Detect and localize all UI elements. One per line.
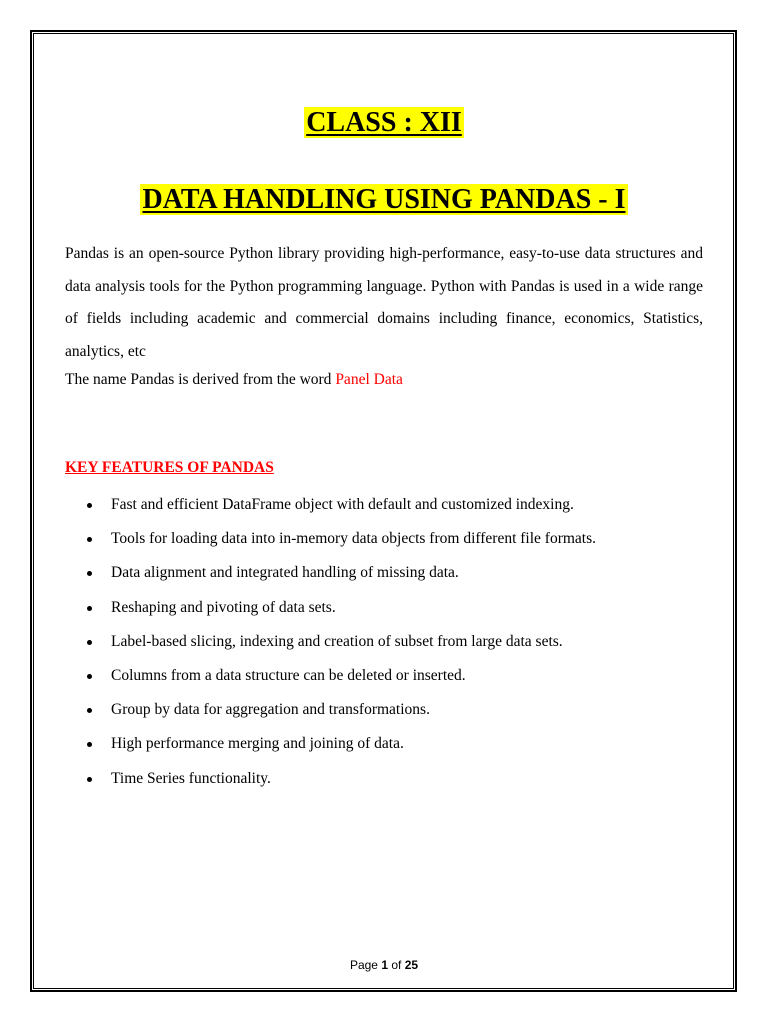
footer-of: of (388, 958, 405, 972)
bullet-icon (87, 537, 92, 542)
derived-paragraph (65, 368, 403, 392)
bullet-icon (87, 640, 92, 645)
bullet-icon (87, 571, 92, 576)
feature-text: Tools for loading data into in-memory data objects from different file formats. (111, 530, 597, 548)
footer-prefix: Page (349, 958, 382, 972)
feature-text: Data alignment and integrated handling of missing data. (111, 564, 459, 582)
bullet-icon (87, 777, 92, 782)
bullet-icon (87, 606, 92, 611)
bullet-icon (87, 742, 92, 747)
list-item (85, 698, 596, 732)
feature-text: Label-based slicing, indexing and creation of subset from large data sets. (111, 632, 563, 650)
feature-text: High performance merging and joining of data. (111, 735, 404, 753)
list-item (85, 732, 596, 766)
list-item (85, 561, 596, 595)
list-item (85, 493, 596, 527)
list-item (85, 767, 596, 801)
bullet-icon (87, 708, 92, 713)
footer-total-pages: 25 (404, 958, 419, 972)
feature-text: Columns from a data structure can be deleted or inserted. (111, 666, 466, 684)
list-item (85, 630, 596, 664)
page-number-footer (0, 957, 768, 973)
feature-text: Fast and efficient DataFrame object with default and customized indexing. (111, 496, 574, 513)
derived-text: The name Pandas is derived from the word (65, 371, 336, 388)
feature-text: Group by data for aggregation and transformations. (111, 701, 430, 719)
bullet-icon (87, 674, 92, 679)
feature-text: Reshaping and pivoting of data sets. (111, 598, 336, 616)
list-item (85, 664, 596, 698)
list-item (85, 596, 596, 630)
class-heading (0, 106, 768, 140)
footer-current-page: 1 (381, 958, 388, 972)
page-title (0, 183, 768, 217)
page-title-text: DATA HANDLING USING PANDAS - I (142, 184, 626, 215)
bullet-icon (87, 503, 92, 508)
list-item (85, 527, 596, 561)
intro-paragraph: Pandas is an open-source Python library providing high-performance, easy-to-use data structures and data analysis tools for the Python programming language. Python with Pandas is used in a wide range of fields including academic and commercial domains including finance, economics, Statistics, analytics, etc (65, 245, 703, 360)
feature-text: Time Series functionality. (111, 769, 271, 787)
class-heading-text: CLASS : XII (306, 107, 462, 138)
features-list (85, 493, 596, 801)
key-features-title: KEY FEATURES OF PANDAS (65, 459, 274, 476)
panel-data-highlight: Panel Data (335, 371, 403, 388)
